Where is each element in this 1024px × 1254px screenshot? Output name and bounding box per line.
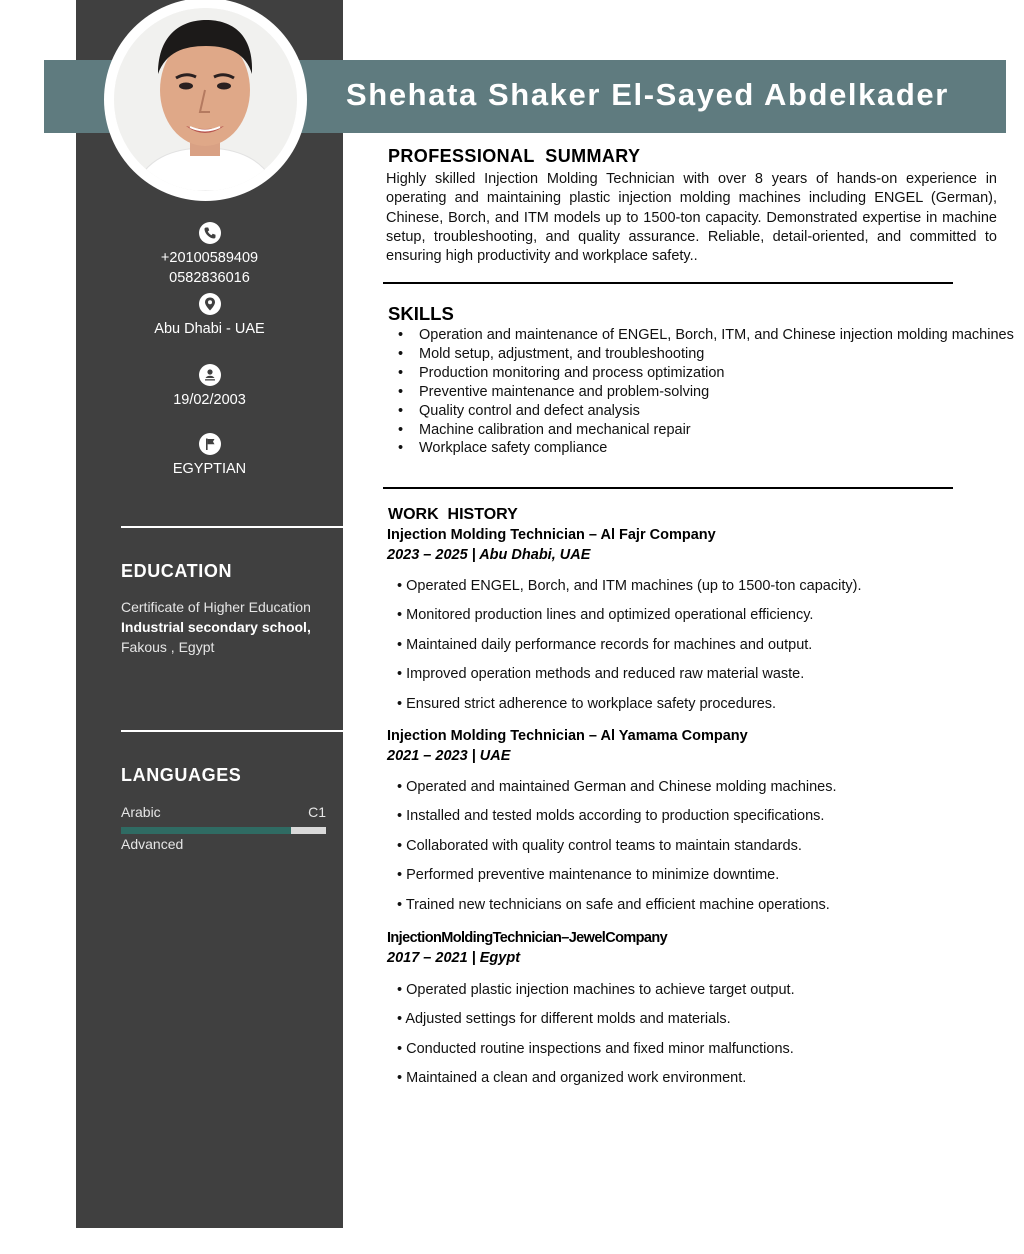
- contact-location: [76, 293, 343, 339]
- summary-heading: PROFESSIONAL SUMMARY: [388, 146, 641, 166]
- work-history-heading: WORK HISTORY: [388, 506, 518, 523]
- job-duties: [397, 976, 795, 1094]
- list-item: • Production monitoring and process optimization: [419, 364, 1019, 383]
- education-certificate: Certificate of Higher Education: [121, 599, 311, 615]
- profile-photo: [114, 8, 297, 191]
- list-item: • Ensured strict adherence to workplace safety procedures.: [397, 690, 861, 719]
- list-item: • Monitored production lines and optimized operational efficiency.: [397, 601, 861, 630]
- job-title: Injection Molding Technician – Al Fajr Company: [387, 527, 716, 543]
- contact-birthdate: [76, 364, 343, 410]
- section-divider: [383, 487, 953, 489]
- job-title: Injection Molding Technician – Al Yamama Company: [387, 728, 748, 744]
- list-item: • Mold setup, adjustment, and troubleshooting: [419, 345, 1019, 364]
- phone-number-2: 0582836016: [169, 270, 250, 286]
- list-item: • Collaborated with quality control teams to maintain standards.: [397, 832, 837, 861]
- nationality: EGYPTIAN: [172, 461, 247, 477]
- contact-nationality: [76, 433, 343, 479]
- list-item: • Performed preventive maintenance to minimize downtime.: [397, 861, 837, 890]
- language-proficiency-fill: [121, 827, 291, 834]
- education-place: Fakous , Egypt: [121, 639, 215, 655]
- birth-date: 19/02/2003: [173, 392, 246, 408]
- full-name: Shehata Shaker El-Sayed Abdelkader: [346, 77, 949, 112]
- list-item: • Adjusted settings for different molds and materials.: [397, 1005, 795, 1034]
- language-proficiency-bar: [121, 827, 326, 834]
- education-heading: EDUCATION: [121, 561, 233, 581]
- list-item: • Preventive maintenance and problem-solving: [419, 383, 1019, 402]
- flag-icon: [199, 433, 221, 455]
- job-meta: 2017 – 2021 | Egypt: [387, 950, 521, 966]
- phone-icon: [199, 222, 221, 244]
- job-duties: [397, 572, 861, 719]
- languages-heading: LANGUAGES: [121, 765, 242, 785]
- summary-text: Highly skilled Injection Molding Technician with over 8 years of hands-on experience in operating and maintaining plastic injection molding machines including ENGEL (German), Chinese, Borch, and ITM models up to 1500-ton capacity. Demonstrated expertise in machine setup, troubleshooting, and quality assurance. Reliable, detail-oriented, and committed to ensuring high productivity and workplace safety..: [386, 171, 997, 265]
- job-duties: [397, 773, 837, 920]
- job-title: InjectionMoldingTechnician–JewelCompany: [387, 930, 668, 946]
- sidebar-divider: [121, 730, 343, 732]
- location-text: Abu Dhabi - UAE: [154, 321, 265, 337]
- sidebar-divider: [121, 526, 343, 528]
- list-item: • Operated ENGEL, Borch, and ITM machines (up to 1500-ton capacity).: [397, 572, 861, 601]
- list-item: • Improved operation methods and reduced raw material waste.: [397, 660, 861, 689]
- language-description: Advanced: [121, 836, 184, 852]
- language-level: C1: [308, 804, 326, 820]
- education-school: Industrial secondary school,: [121, 619, 311, 635]
- list-item: • Operated plastic injection machines to achieve target output.: [397, 976, 795, 1005]
- list-item: • Maintained daily performance records for machines and output.: [397, 631, 861, 660]
- list-item: • Operation and maintenance of ENGEL, Borch, ITM, and Chinese injection molding machines: [419, 326, 1019, 345]
- list-item: • Quality control and defect analysis: [419, 402, 1019, 421]
- person-icon: [199, 364, 221, 386]
- language-row: [121, 804, 326, 820]
- list-item: • Operated and maintained German and Chinese molding machines.: [397, 773, 837, 802]
- language-name: Arabic: [121, 804, 161, 820]
- section-divider: [383, 282, 953, 284]
- skills-list: [387, 326, 1019, 458]
- skills-heading: SKILLS: [388, 303, 454, 324]
- list-item: • Maintained a clean and organized work environment.: [397, 1064, 795, 1093]
- list-item: • Machine calibration and mechanical repair: [419, 421, 1019, 440]
- list-item: • Conducted routine inspections and fixed minor malfunctions.: [397, 1035, 795, 1064]
- list-item: • Workplace safety compliance: [419, 439, 1019, 458]
- location-pin-icon: [199, 293, 221, 315]
- job-meta: 2023 – 2025 | Abu Dhabi, UAE: [387, 547, 591, 563]
- job-meta: 2021 – 2023 | UAE: [387, 748, 511, 764]
- contact-phone: [76, 222, 343, 288]
- phone-number-1: +20100589409: [160, 250, 259, 266]
- list-item: • Installed and tested molds according to production specifications.: [397, 802, 837, 831]
- list-item: • Trained new technicians on safe and efficient machine operations.: [397, 891, 837, 920]
- education-details: [121, 597, 311, 657]
